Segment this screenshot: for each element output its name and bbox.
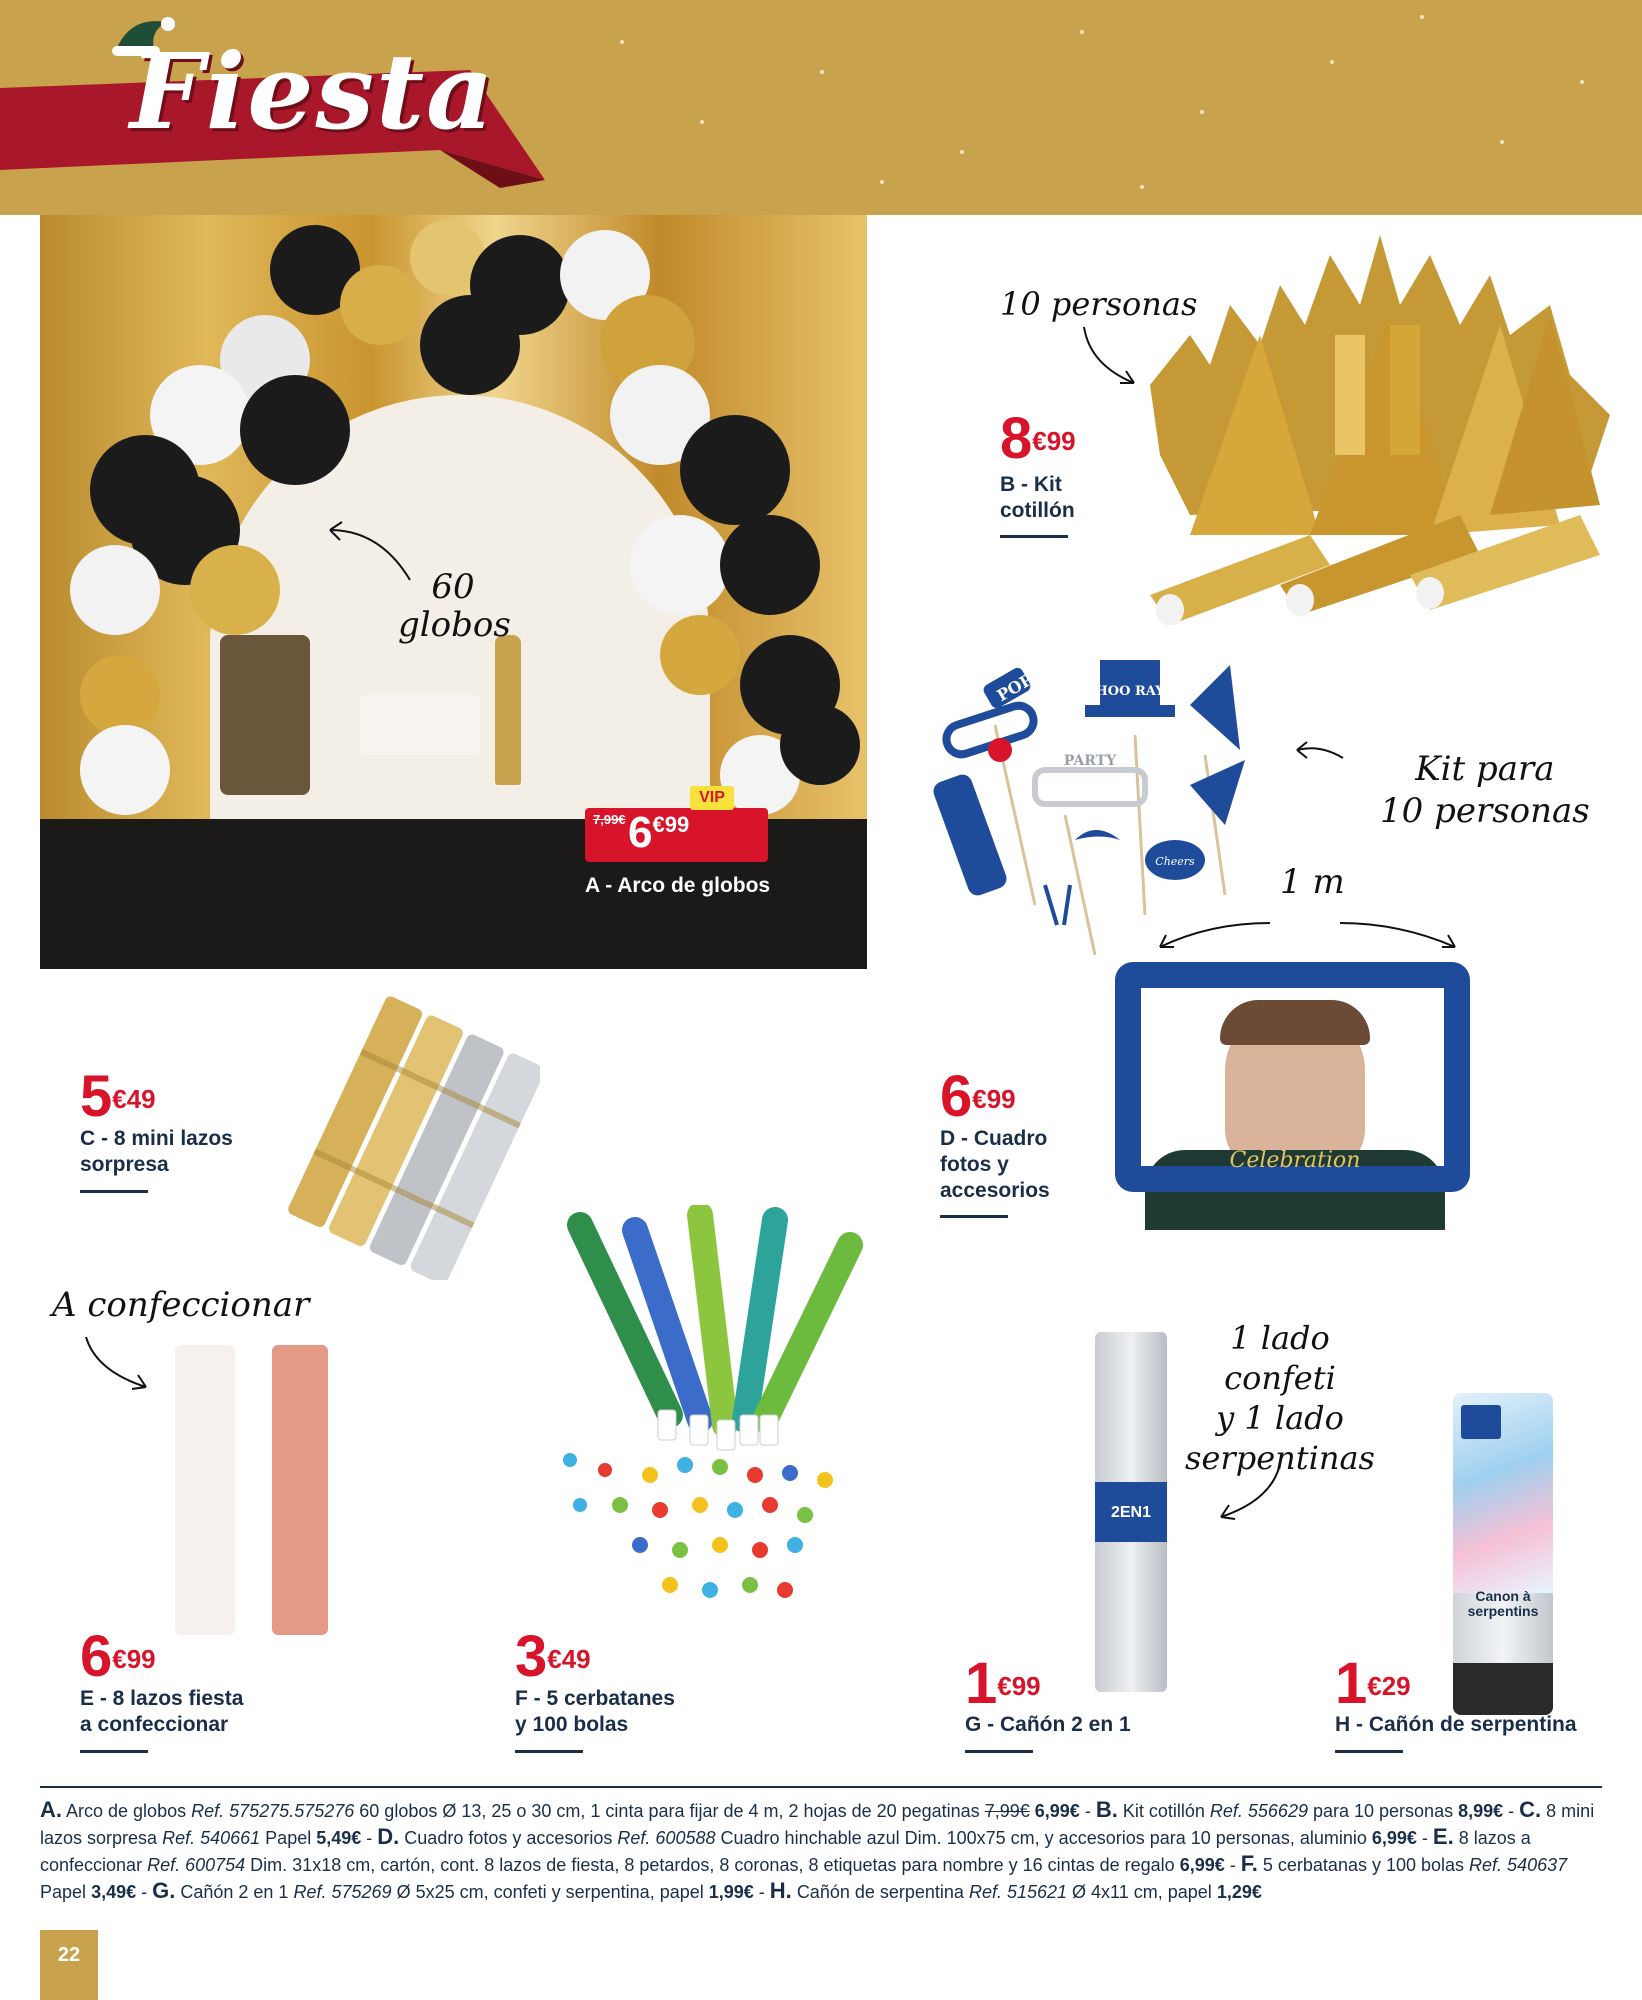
cannon-callout-line1: 1 lado confeti — [1224, 1319, 1336, 1397]
price-g-cents: €99 — [997, 1671, 1041, 1701]
frame-text: Celebration — [1229, 1148, 1361, 1173]
footer-c-ref: Ref. 540661 — [162, 1828, 261, 1848]
price-a-int: 6 — [628, 808, 653, 857]
footer-d-price: 6,99€ — [1371, 1828, 1417, 1848]
divider-f — [515, 1750, 583, 1753]
footer-f-ref: Ref. 540637 — [1469, 1855, 1568, 1875]
footer-g-desc: Ø 5x25 cm, confeti y serpentina, papel — [396, 1882, 704, 1902]
price-f — [515, 1624, 591, 1689]
label-b — [1000, 472, 1075, 524]
cheers-prop-text: Cheers — [1155, 855, 1195, 868]
price-a-cents: €99 — [652, 812, 690, 837]
props-callout-line1: Kit para — [1415, 749, 1555, 789]
footer-a-letter: A. — [40, 1797, 62, 1822]
footer-b-price: 8,99€ — [1458, 1801, 1504, 1821]
footer-h-letter: H. — [769, 1878, 792, 1903]
price-f-cents: €49 — [547, 1644, 591, 1674]
label-e-line2: a confeccionar — [80, 1713, 229, 1736]
footer-d-name: Cuadro fotos y accesorios — [404, 1828, 613, 1848]
price-d-int: 6 — [940, 1064, 973, 1129]
callout-unit: globos — [398, 605, 511, 645]
footer-f-desc: Papel — [40, 1882, 87, 1902]
price-g — [965, 1651, 1041, 1716]
price-b-int: 8 — [1000, 406, 1033, 471]
streamer-cannon-image — [1453, 1393, 1553, 1715]
footer-c-price: 5,49€ — [316, 1828, 362, 1848]
props-callout-line2: 10 personas — [1380, 791, 1590, 831]
label-c-line1: C - 8 mini lazos — [80, 1127, 233, 1150]
diy-callout: A confeccionar — [52, 1285, 310, 1325]
cannon-callout-arrow — [1215, 1455, 1285, 1525]
price-h-cents: €29 — [1367, 1671, 1411, 1701]
label-e-line1: E - 8 lazos fiesta — [80, 1687, 244, 1710]
label-f-line2: y 100 bolas — [515, 1713, 629, 1736]
cannon-callout-line3: serpentinas — [1185, 1439, 1375, 1477]
footer-h-name: Cañón de serpentina — [796, 1882, 964, 1902]
cracker-white-image — [175, 1345, 235, 1635]
cannon-callout — [1180, 1318, 1380, 1478]
label-c — [80, 1126, 233, 1178]
label-d-line2: fotos y — [940, 1153, 1009, 1176]
divider-g — [965, 1750, 1033, 1753]
vip-badge: VIP — [690, 786, 734, 810]
footer-e-letter: E. — [1432, 1824, 1454, 1849]
label-b-line1: B - Kit — [1000, 473, 1062, 496]
label-g: G - Cañón 2 en 1 — [965, 1713, 1131, 1736]
footer-f-name: 5 cerbatanas y 100 bolas — [1262, 1855, 1465, 1875]
price-e-int: 6 — [80, 1624, 113, 1689]
callout-count: 60 — [431, 567, 475, 607]
footer-e-price: 6,99€ — [1179, 1855, 1225, 1875]
page-title: Fiesta — [130, 30, 496, 153]
cannon-2in1-text: 2EN1 — [1110, 1504, 1152, 1521]
cannon-callout-line2: y 1 lado — [1216, 1399, 1344, 1437]
price-e-cents: €99 — [112, 1644, 156, 1674]
footer-g-letter: G. — [152, 1878, 176, 1903]
hooray-prop-text: HOO RAY — [1095, 684, 1165, 699]
divider-c — [80, 1190, 148, 1193]
party-prop-text: PARTY — [1063, 753, 1117, 769]
footer-e-desc: Dim. 31x18 cm, cartón, cont. 8 lazos de fiesta, 8 petardos, 8 coronas, 8 etiquetas para nombre y 16 cintas de regalo — [250, 1855, 1175, 1875]
price-c-cents: €49 — [112, 1084, 156, 1114]
footer-g-price: 1,99€ — [708, 1882, 754, 1902]
divider-h — [1335, 1750, 1403, 1753]
footer-c-desc: Papel — [265, 1828, 312, 1848]
price-c-int: 5 — [80, 1064, 113, 1129]
footer-a-name: Arco de globos — [66, 1801, 187, 1821]
footer-a-price: 6,99€ — [1034, 1801, 1080, 1821]
frame-size-callout: 1 m — [1280, 862, 1345, 902]
footer-f-letter: F. — [1240, 1851, 1258, 1876]
label-f — [515, 1686, 675, 1738]
footer-f-price: 3,49€ — [91, 1882, 137, 1902]
label-d — [940, 1126, 1050, 1204]
label-a: A - Arco de globos — [585, 874, 771, 897]
label-b-line2: cotillón — [1000, 499, 1075, 522]
cannon-2in1-image — [1095, 1332, 1167, 1692]
footer-a-ref: Ref. 575275.575276 — [191, 1801, 355, 1821]
divider-e — [80, 1750, 148, 1753]
footer-b-ref: Ref. 556629 — [1209, 1801, 1308, 1821]
footer-b-letter: B. — [1095, 1797, 1118, 1822]
label-c-line2: sorpresa — [80, 1153, 169, 1176]
footer-h-price: 1,29€ — [1216, 1882, 1262, 1902]
footer-c-letter: C. — [1519, 1797, 1542, 1822]
price-c — [80, 1064, 156, 1129]
price-e — [80, 1624, 156, 1689]
label-e — [80, 1686, 243, 1738]
frame-size-arrows — [1150, 905, 1470, 955]
price-h — [1335, 1651, 1411, 1716]
label-h: H - Cañón de serpentina — [1335, 1713, 1577, 1736]
props-callout — [1380, 748, 1590, 832]
price-b — [1000, 406, 1076, 471]
divider-d — [940, 1215, 1008, 1218]
footer-h-desc: Ø 4x11 cm, papel — [1072, 1882, 1212, 1902]
footer-divider — [40, 1786, 1602, 1788]
page-number: 22 — [40, 1930, 98, 2000]
price-d — [940, 1064, 1016, 1129]
arch-callout — [398, 567, 511, 645]
footer-b-name: Kit cotillón — [1122, 1801, 1205, 1821]
label-d-line1: D - Cuadro — [940, 1127, 1048, 1150]
product-details: A. Arco de globos Ref. 575275.575276 60 globos Ø 13, 25 o 30 cm, 1 cinta para fijar de 4 m, 2 hojas de 20 pegatinas 7,99€ 6,99€ - B. Kit cotillón Ref. 556629 para 10 personas 8,99€ - C. 8 mini lazos sorpresa Ref. 540661 Papel 5,49€ - D. Cuadro fotos y accesorios Ref. 600588 Cuadro hinchable azul Dim. 100x75 cm, y accesorios para 10 personas, aluminio 6,99€ - E. 8 lazos a confeccionar Ref. 600754 Dim. 31x18 cm, cartón, cont. 8 lazos de fiesta, 8 petardos, 8 coronas, 8 etiquetas para nombre y 16 cintas de regalo 6,99€ - F. 5 cerbatanas y 100 bolas Ref. 540637 Papel 3,49€ - G. Cañón 2 en 1 Ref. 575269 Ø 5x25 cm, confeti y serpentina, papel 1,99€ - H. Cañón de serpentina Ref. 515621 Ø 4x11 cm, papel 1,29€ — [40, 1797, 1595, 1903]
old-price-a: 7,99€ — [593, 812, 626, 827]
label-f-line1: F - 5 cerbatanes — [515, 1687, 675, 1710]
price-h-int: 1 — [1335, 1651, 1368, 1716]
footer-a-old: 7,99€ — [984, 1801, 1030, 1821]
footer-e-name: 8 lazos a confeccionar — [40, 1828, 1531, 1875]
footer-c-name: 8 mini lazos sorpresa — [40, 1801, 1595, 1848]
footer-d-letter: D. — [377, 1824, 400, 1849]
divider-b — [1000, 535, 1068, 538]
footer-d-desc: Cuadro hinchable azul Dim. 100x75 cm, y accesorios para 10 personas, aluminio — [720, 1828, 1367, 1848]
price-a — [628, 808, 689, 858]
pop-prop-text: POP — [993, 669, 1037, 706]
footer-g-ref: Ref. 575269 — [293, 1882, 392, 1902]
blowpipes-balls-image — [560, 1205, 880, 1645]
footer-a-desc: 60 globos Ø 13, 25 o 30 cm, 1 cinta para fijar de 4 m, 2 hojas de 20 pegatinas — [359, 1801, 980, 1821]
cracker-pink-image — [272, 1345, 328, 1635]
footer-g-name: Cañón 2 en 1 — [180, 1882, 289, 1902]
price-b-cents: €99 — [1032, 426, 1076, 456]
diy-callout-arrow — [82, 1335, 152, 1395]
price-f-int: 3 — [515, 1624, 548, 1689]
party-kit-photo — [1130, 215, 1630, 625]
footer-e-ref: Ref. 600754 — [147, 1855, 246, 1875]
photo-frame-image — [1105, 960, 1480, 1230]
footer-d-ref: Ref. 600588 — [617, 1828, 716, 1848]
footer-h-ref: Ref. 515621 — [968, 1882, 1068, 1902]
streamer-cannon-text: Canon à serpentins — [1467, 1588, 1539, 1619]
price-d-cents: €99 — [972, 1084, 1016, 1114]
mini-crackers-image — [270, 995, 540, 1280]
price-g-int: 1 — [965, 1651, 998, 1716]
kit-callout: 10 personas — [1000, 285, 1198, 323]
label-d-line3: accesorios — [940, 1179, 1050, 1202]
props-callout-arrow — [1295, 740, 1345, 770]
footer-b-desc: para 10 personas — [1312, 1801, 1454, 1821]
